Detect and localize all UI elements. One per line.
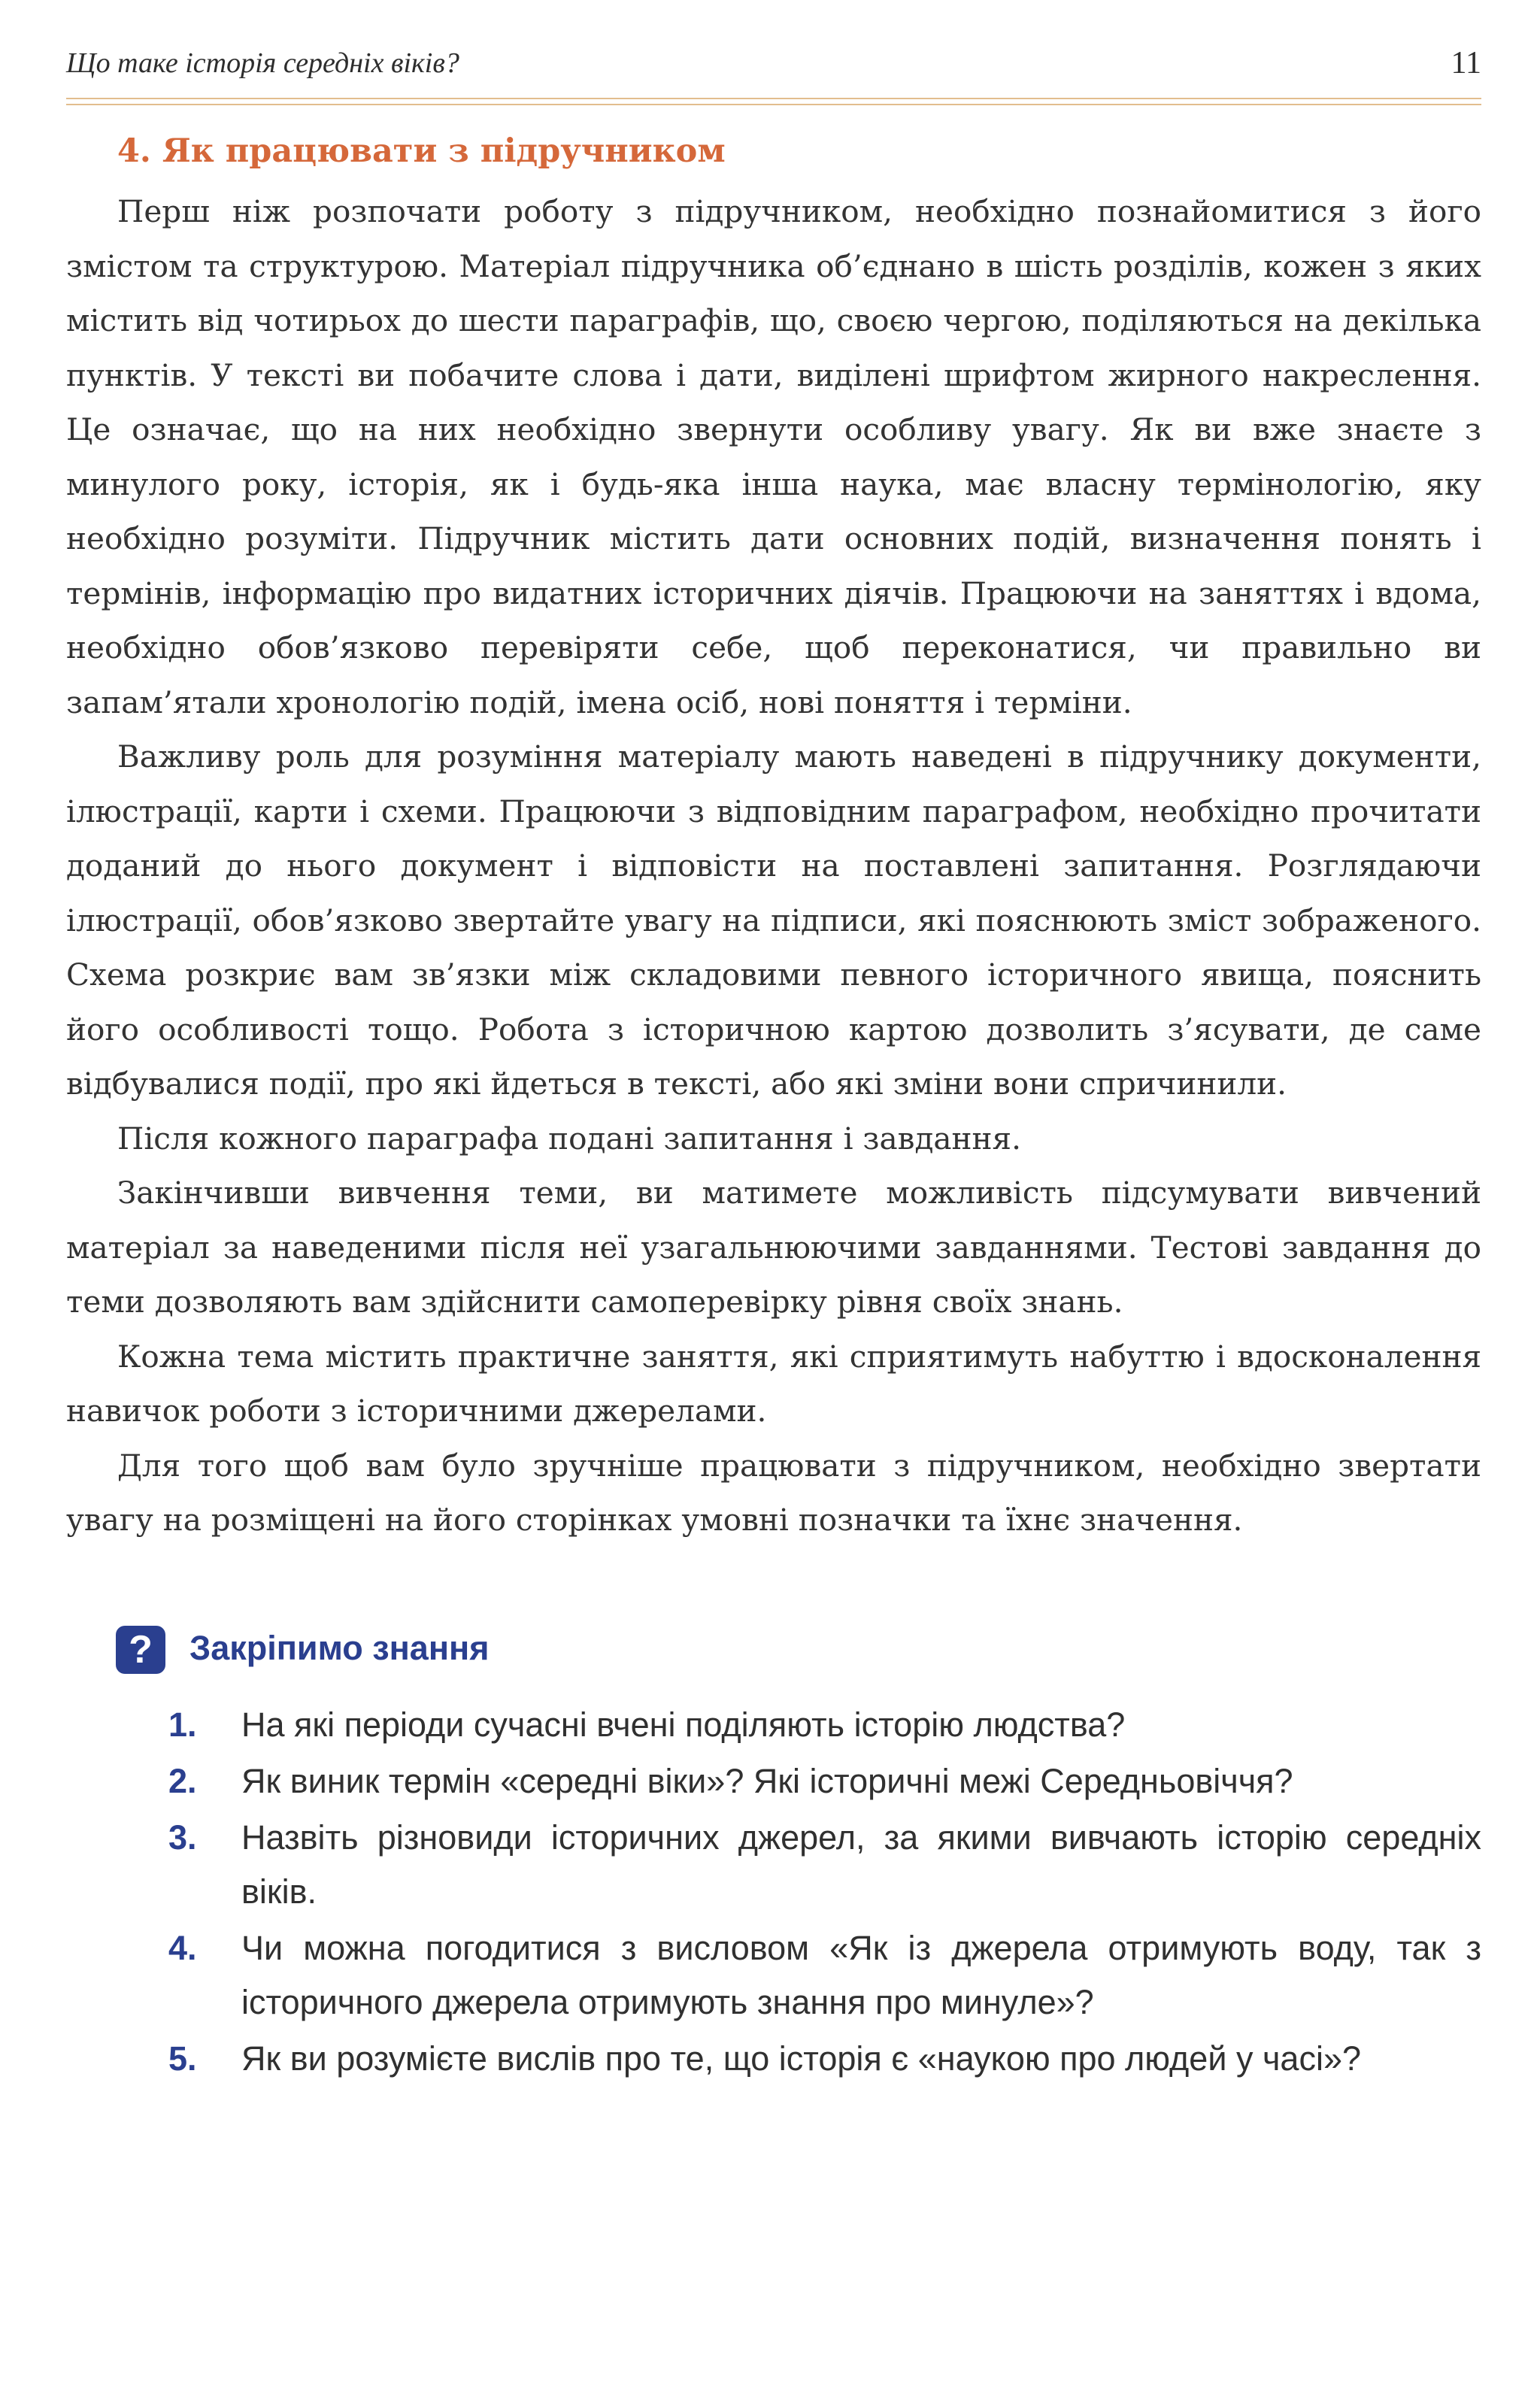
paragraph: Кожна тема містить практичне заняття, які сприятимуть набуттю і вдосконалення навичок роботи з історичними джерелами. xyxy=(66,1338,1481,1429)
section-body xyxy=(66,184,1481,1548)
question-item xyxy=(66,1698,1481,1752)
question-number: 5. xyxy=(168,2039,197,2078)
question-number: 4. xyxy=(168,1929,197,1967)
question-mark-icon: ? xyxy=(116,1626,165,1674)
paragraph: Закінчивши вивчення теми, ви матимете можливість підсумувати вивчений матеріал за наведеними після неї узагальнюючими завданнями. Тестові завдання до теми дозволяють вам здійснити самоперевірку рівня своїх знань. xyxy=(66,1175,1481,1320)
section-heading: 4. Як працювати з підручником xyxy=(117,132,726,170)
paragraph: Для того щоб вам було зручніше працювати з підручником, необхідно звертати увагу на розміщені на його сторінках умовні позначки та їхнє значення. xyxy=(66,1447,1481,1538)
review-questions-title: Закріпимо знання xyxy=(189,1629,490,1667)
question-text: Як виник термін «середні віки»? Які історичні межі Середньовіччя? xyxy=(241,1762,1293,1800)
paragraph: Перш ніж розпочати роботу з підручником, необхідно познайомитися з його змістом та структурою. Матеріал підручника об’єднано в шість розділів, кожен з яких містить від чотирьох до шести параграфів, що, своєю чергою, поділяються на декілька пунктів. У тексті ви побачите слова і дати, виділені шрифтом жирного накреслення. Це означає, що на них необхідно звернути особливу увагу. Як ви вже знаєте з минулого року, історія, як і будь-яка інша наука, має власну термінологію, яку необхідно розуміти. Підручник містить дати основних подій, визначення понять і термінів, інформацію про видатних історичних діячів. Працюючи на заняттях і вдома, необхідно обов’язково перевіряти себе, щоб переконатися, чи правильно ви запам’ятали хронологію подій, імена осіб, нові поняття і терміни. xyxy=(66,193,1481,720)
question-text: Як ви розумієте вислів про те, що історія є «наукою про людей у часі»? xyxy=(241,2039,1361,2078)
question-number: 1. xyxy=(168,1705,197,1744)
paragraph: Після кожного параграфа подані запитання і завдання. xyxy=(117,1120,1021,1157)
running-header xyxy=(66,44,1481,90)
question-item xyxy=(66,2032,1481,2086)
header-divider-secondary xyxy=(66,104,1481,105)
review-questions-list xyxy=(66,1698,1481,2088)
question-item xyxy=(66,1754,1481,1808)
question-number: 3. xyxy=(168,1818,197,1857)
running-title: Що таке історія середніх віків? xyxy=(66,47,459,79)
question-text: Чи можна погодитися з висловом «Як із джерела отримують воду, так з історичного джерела отримують знання про минуле»? xyxy=(241,1929,1481,2021)
question-item xyxy=(66,1811,1481,1919)
page-number: 11 xyxy=(1451,46,1481,80)
paragraph: Важливу роль для розуміння матеріалу мають наведені в підручнику документи, ілюстрації, карти і схеми. Працюючи з відповідним параграфом, необхідно прочитати доданий до нього документ і відповісти на поставлені запитання. Розглядаючи ілюстрації, обов’язково звертайте увагу на підписи, які пояснюють зміст зображеного. Схема розкриє вам зв’язки між складовими певного історичного явища, пояснить його особливості тощо. Робота з історичною картою дозволить з’ясувати, де саме відбувалися події, про які йдеться в тексті, або які зміни вони спричинили. xyxy=(66,738,1481,1102)
question-number: 2. xyxy=(168,1762,197,1800)
question-text: На які періоди сучасні вчені поділяють історію людства? xyxy=(241,1705,1126,1744)
question-item xyxy=(66,1921,1481,2030)
header-divider xyxy=(66,98,1481,99)
question-text: Назвіть різновиди історичних джерел, за якими вивчають історію середніх віків. xyxy=(241,1818,1481,1911)
